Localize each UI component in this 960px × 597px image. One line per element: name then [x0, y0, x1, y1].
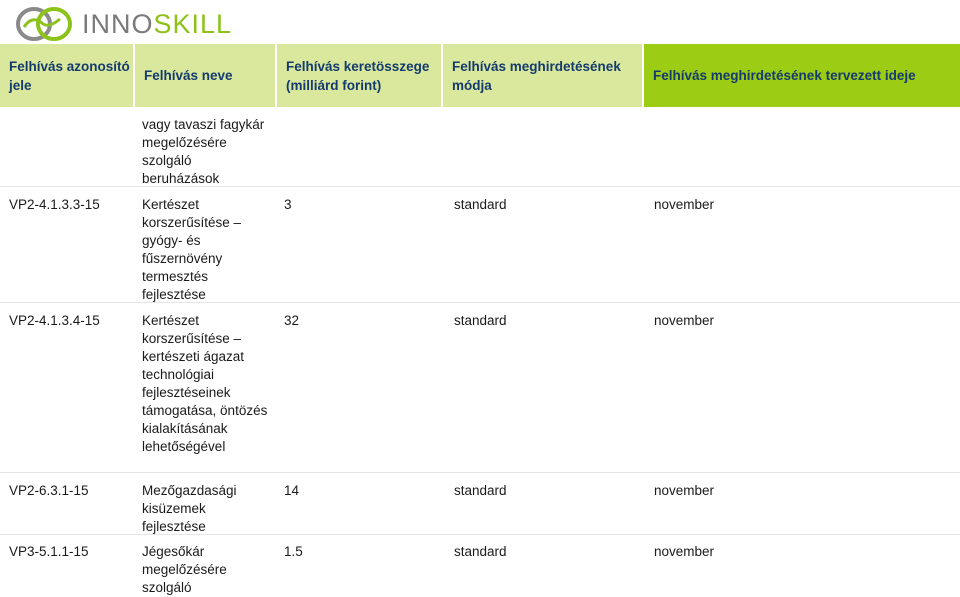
cell-date: november [654, 313, 715, 328]
cell-budget: 3 [284, 197, 292, 212]
header-method: Felhívás meghirdetésének módja [443, 44, 642, 107]
table-row [0, 187, 960, 303]
logo-text-inno: INNO [82, 8, 154, 39]
innoskill-logo [14, 4, 232, 44]
logo-rings-icon [14, 5, 76, 43]
cell-id: VP2-4.1.3.4-15 [9, 313, 100, 328]
cell-budget: 32 [284, 313, 300, 328]
table-row [0, 473, 960, 535]
header-name: Felhívás neve [135, 44, 275, 107]
cell-name: Mezőgazdasági kisüzemek fejlesztése [142, 483, 237, 534]
cell-budget: 1.5 [284, 544, 303, 559]
cell-id: VP2-4.1.3.3-15 [9, 197, 100, 212]
table-row [0, 303, 960, 473]
table-header [0, 44, 960, 107]
logo-text-skill: SKILL [153, 8, 233, 39]
cell-name: vagy tavaszi fagykár megelőzésére szolgáló beruházások [142, 117, 265, 186]
cell-method [445, 116, 645, 188]
cell-method: standard [454, 483, 507, 498]
cell-id: VP2-6.3.1-15 [9, 483, 89, 498]
cell-method: standard [454, 313, 507, 328]
cell-date: november [654, 544, 715, 559]
cell-method: standard [454, 544, 507, 559]
cell-budget [275, 116, 445, 188]
table-row [0, 535, 960, 595]
cell-date [645, 116, 960, 188]
cell-budget: 14 [284, 483, 300, 498]
header-budget: Felhívás keretösszege (milliárd forint) [277, 44, 441, 107]
header-date: Felhívás meghirdetésének tervezett ideje [644, 44, 960, 107]
header-id: Felhívás azonosító jele [0, 44, 133, 107]
table-row [0, 107, 960, 187]
cell-date: november [654, 197, 715, 212]
logo-wordmark [82, 8, 233, 39]
calls-table [0, 44, 960, 595]
cell-name: Kertészet korszerűsítése – kertészeti ágazat technológiai fejlesztéseinek támogatása, öntözés kialakításának lehetőségével [142, 313, 268, 454]
cell-name: Kertészet korszerűsítése – gyógy- és fűszernövény termesztés fejlesztése [142, 197, 242, 302]
cell-id [0, 116, 133, 188]
cell-name: Jégesőkár megelőzésére szolgáló [142, 544, 227, 595]
cell-method: standard [454, 197, 507, 212]
cell-id: VP3-5.1.1-15 [9, 544, 89, 559]
cell-date: november [654, 483, 715, 498]
